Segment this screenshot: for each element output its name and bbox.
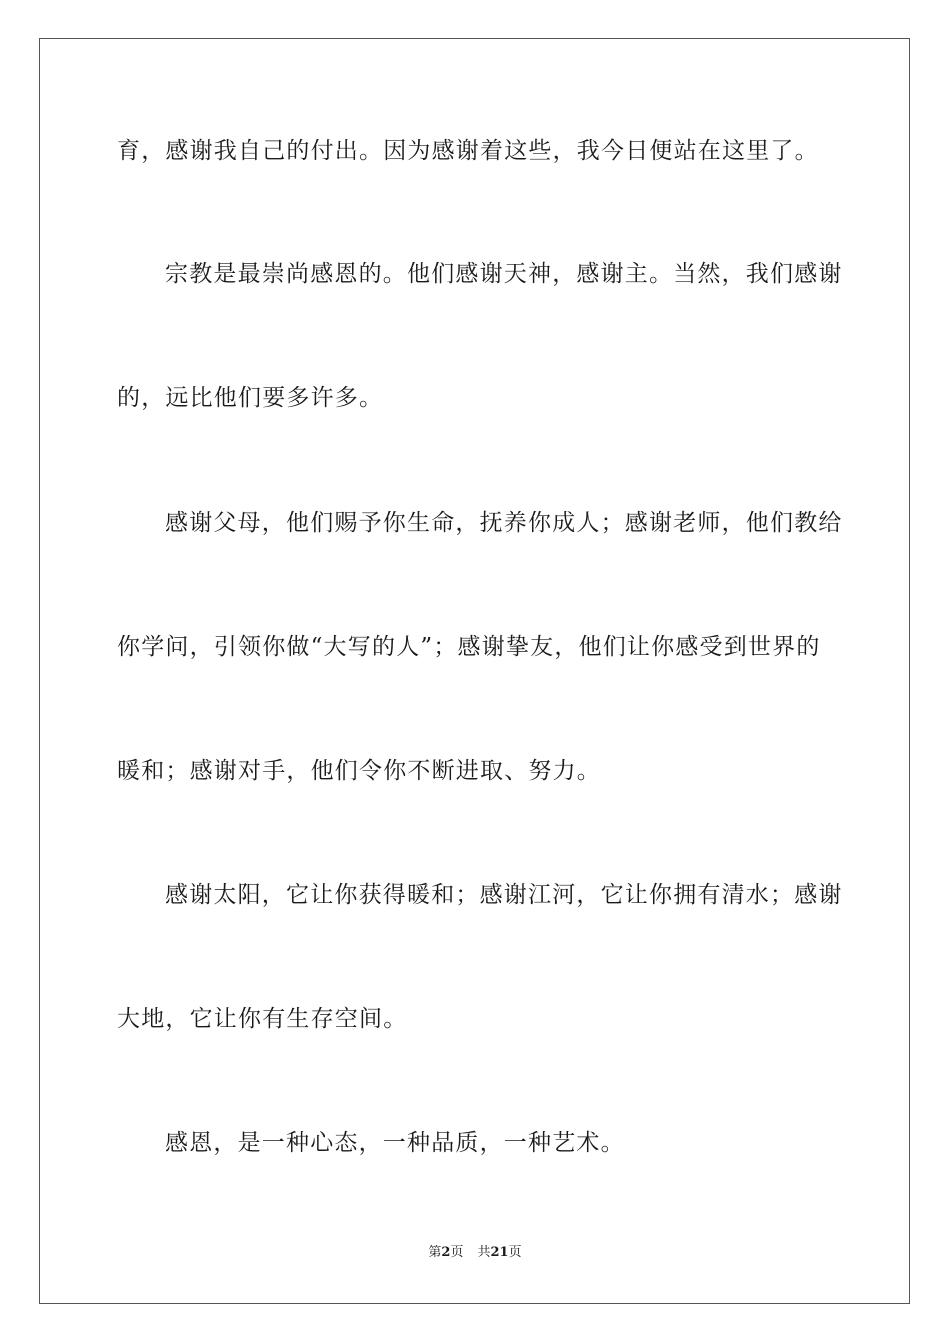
paragraph-2-line-2: 的，远比他们要多许多。 (117, 385, 384, 411)
footer-total-suffix: 页 (508, 1245, 522, 1260)
paragraph-3-line-2: 你学问，引领你做“大写的人”；感谢挚友，他们让你感受到世界的 (117, 634, 821, 660)
paragraph-4-line-2: 大地，它让你有生存空间。 (117, 1006, 408, 1032)
paragraph-4-line-1: 感谢太阳，它让你获得暖和；感谢江河，它让你拥有清水；感谢 (165, 882, 843, 908)
footer-total-prefix: 共 (477, 1245, 491, 1260)
paragraph-3-line-1: 感谢父母，他们赐予你生命，抚养你成人；感谢老师，他们教给 (165, 510, 843, 536)
footer-total-pages: 21 (490, 1245, 509, 1260)
page-border (39, 38, 910, 1304)
footer-page-prefix: 第 (428, 1245, 442, 1260)
footer-page-number: 2 (441, 1245, 451, 1260)
paragraph-1-line-1: 育，感谢我自己的付出。因为感谢着这些，我今日便站在这里了。 (117, 138, 819, 164)
paragraph-2-line-1: 宗教是最崇尚感恩的。他们感谢天神，感谢主。当然，我们感谢 (165, 261, 843, 287)
paragraph-3-line-3: 暖和；感谢对手，他们令你不断进取、努力。 (117, 758, 601, 784)
page-footer (0, 1244, 950, 1262)
footer-page-suffix: 页 (450, 1245, 464, 1260)
paragraph-5-line-1: 感恩，是一种心态，一种品质，一种艺术。 (165, 1130, 625, 1156)
